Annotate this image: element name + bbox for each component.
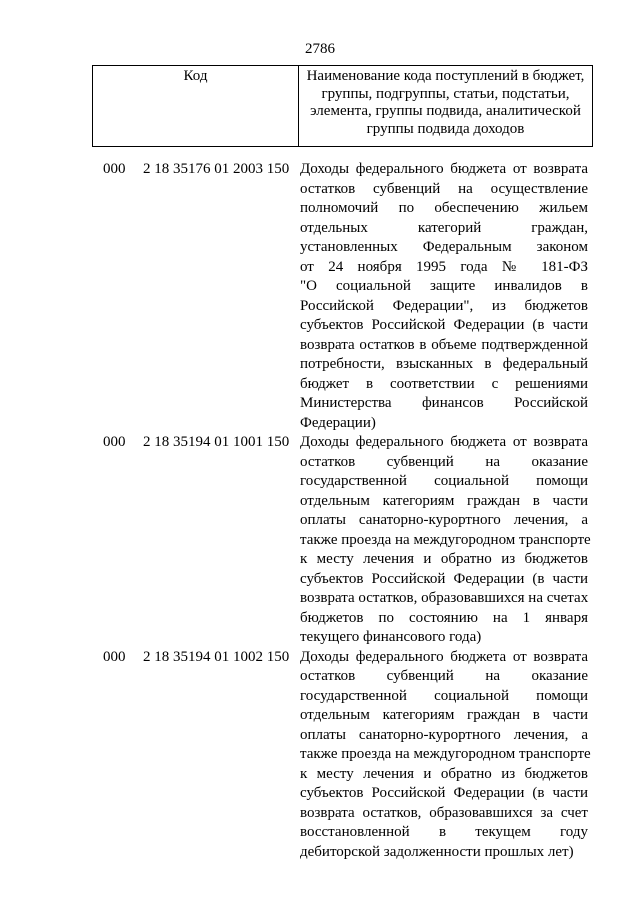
page-number: 2786	[305, 41, 335, 57]
income-code: 2 18 35194 01 1001 150	[143, 434, 290, 450]
admin-code: 000	[103, 434, 126, 450]
description-line: возврата остатков в объеме подтвержденной	[300, 336, 588, 353]
header-name-column: Наименование кода поступлений в бюджет, группы, подгруппы, статьи, подстатьи, элемента, группы подвида, аналитической группы подвида доходов	[306, 68, 585, 137]
income-description	[300, 433, 591, 648]
description-line: Доходы федерального бюджета от возврата	[300, 161, 588, 177]
admin-code: 000	[103, 648, 126, 665]
description-line: Российской Федерации", из бюджетов	[300, 297, 588, 314]
description-line: государственной социальной помощи	[300, 473, 588, 489]
description-line: к месту лечения и обратно из бюджетов	[300, 765, 588, 782]
description-line: восстановленной в текущем году	[300, 824, 588, 840]
table-header	[92, 65, 593, 147]
income-codes-list	[0, 160, 640, 862]
header-code-column: Код	[93, 66, 299, 146]
table-row	[0, 433, 640, 648]
description-line: субъектов Российской Федерации (в части	[300, 317, 588, 333]
description-line: Министерства финансов Российской	[300, 395, 588, 411]
description-line: от 24 ноября 1995 года № 181-ФЗ	[300, 258, 588, 275]
description-line: оплаты санаторно-курортного лечения, а	[300, 512, 588, 528]
income-code: 2 18 35176 01 2003 150	[143, 161, 290, 177]
income-code: 2 18 35194 01 1002 150	[143, 648, 290, 665]
table-row	[0, 648, 640, 863]
description-line: оплаты санаторно-курортного лечения, а	[300, 726, 588, 743]
income-description	[300, 648, 591, 863]
description-line: текущего финансового года)	[300, 629, 482, 645]
description-line: отдельным категориям граждан в части	[300, 707, 588, 723]
description-line: субъектов Российской Федерации (в части	[300, 785, 588, 801]
description-line: государственной социальной помощи	[300, 687, 588, 704]
description-line: полномочий по обеспечению жильем	[300, 200, 588, 216]
description-line: "О социальной защите инвалидов в	[300, 278, 588, 294]
description-line: Доходы федерального бюджета от возврата	[300, 648, 588, 665]
description-line: Федерации)	[300, 414, 376, 431]
description-line: Доходы федерального бюджета от возврата	[300, 434, 588, 450]
description-line: остатков субвенций на оказание	[300, 668, 588, 684]
description-line: потребности, взысканных в федеральный	[300, 356, 588, 372]
description-line: к месту лечения и обратно из бюджетов	[300, 551, 588, 567]
description-line: бюджетов по состоянию на 1 января	[300, 609, 588, 626]
description-line: возврата остатков, образовавшихся на счетах	[300, 590, 589, 606]
description-line: установленных Федеральным законом	[300, 239, 588, 255]
income-description	[300, 160, 588, 433]
table-row	[0, 160, 640, 433]
description-line: также проезда на междугородном транспорте	[300, 531, 591, 548]
description-line: субъектов Российской Федерации (в части	[300, 570, 588, 587]
description-line: остатков субвенций на оказание	[300, 453, 588, 470]
description-line: также проезда на междугородном транспорте	[300, 746, 591, 762]
admin-code: 000	[103, 161, 126, 177]
description-line: отдельным категориям граждан в части	[300, 492, 588, 509]
description-line: отдельных категорий граждан,	[300, 219, 588, 236]
description-line: дебиторской задолженности прошлых лет)	[300, 843, 574, 860]
description-line: бюджет в соответствии с решениями	[300, 375, 588, 392]
description-line: остатков субвенций на осуществление	[300, 180, 588, 197]
description-line: возврата остатков, образовавшихся за счет	[300, 804, 588, 821]
